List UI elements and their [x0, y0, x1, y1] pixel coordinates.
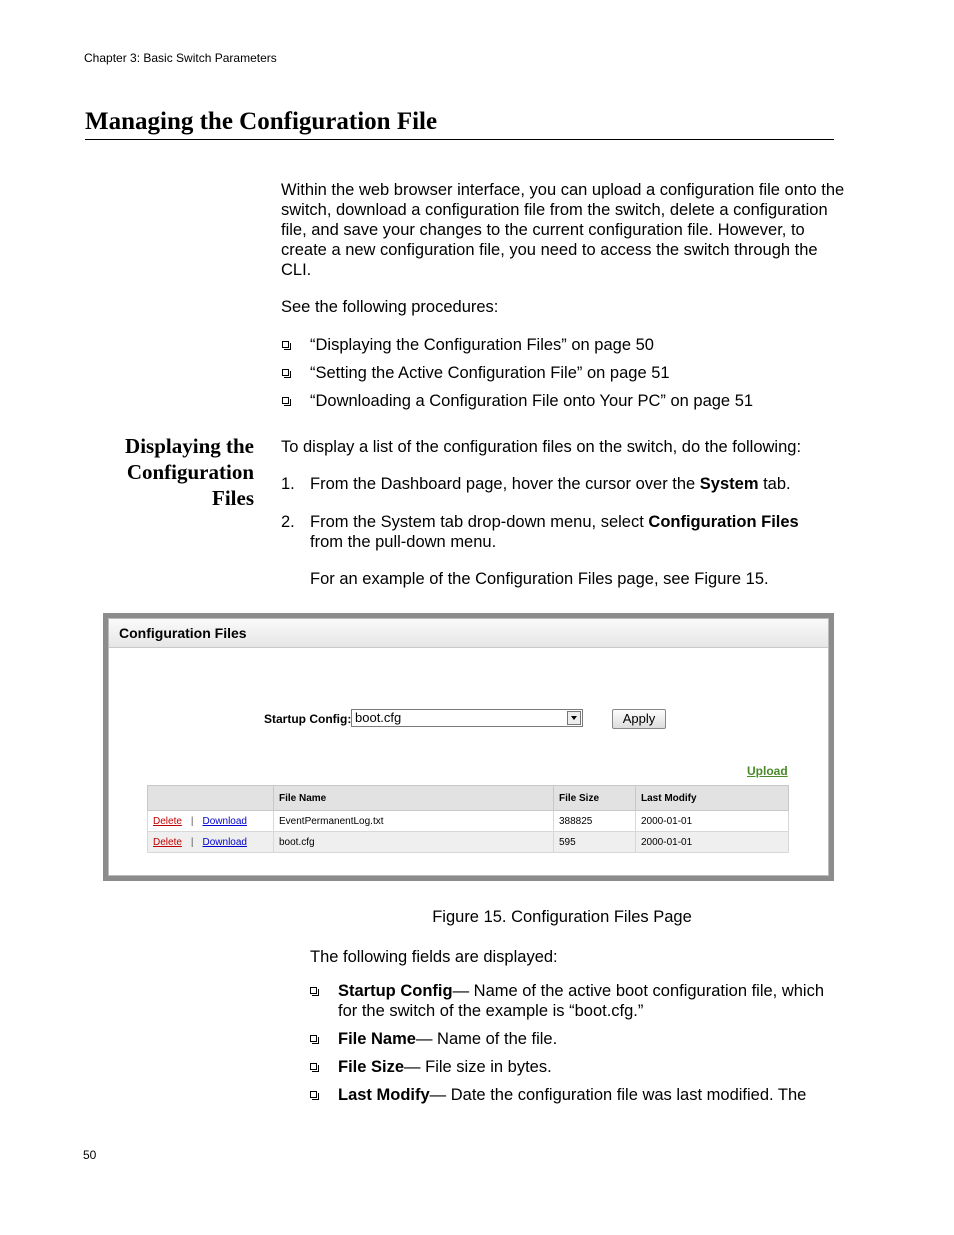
- chapter-header: Chapter 3: Basic Switch Parameters: [84, 51, 277, 65]
- field-name: Startup Config: [338, 982, 453, 1000]
- column-header-file-size: File Size: [554, 786, 636, 811]
- delete-link[interactable]: Delete: [153, 836, 182, 848]
- last-modify-cell: 2000-01-01: [636, 811, 789, 832]
- config-files-panel: [108, 618, 829, 876]
- table-row: [148, 811, 789, 832]
- intro-paragraph: Within the web browser interface, you can upload a configuration file onto the switch, download a configuration file from the switch, delete a configuration file, and save your changes to the current configuration file. However, to create a new configuration file, you need to access the switch through the CLI.: [281, 181, 845, 279]
- step-number: 2.: [281, 513, 295, 531]
- checkbox-bullet-icon: [282, 369, 289, 376]
- checkbox-bullet-icon: [310, 1035, 317, 1042]
- chevron-down-icon[interactable]: [567, 711, 581, 725]
- download-link[interactable]: Download: [202, 815, 247, 827]
- subsection-intro: To display a list of the configuration files on the switch, do the following:: [281, 438, 802, 456]
- config-files-table: [147, 785, 789, 853]
- startup-config-label: Startup Config:: [264, 712, 352, 726]
- field-name: Last Modify: [338, 1086, 430, 1104]
- step-number: 1.: [281, 475, 295, 493]
- row-actions: [148, 832, 274, 853]
- download-link[interactable]: Download: [202, 836, 247, 848]
- action-separator: |: [190, 815, 194, 827]
- field-name: File Name: [338, 1030, 416, 1048]
- table-header-row: [148, 786, 789, 811]
- section-title: Managing the Configuration File: [85, 107, 834, 140]
- file-name-cell: EventPermanentLog.txt: [274, 811, 554, 832]
- subsection-heading: Displaying the Configuration Files: [125, 434, 254, 510]
- column-header-file-name: File Name: [274, 786, 554, 811]
- checkbox-bullet-icon: [310, 1063, 317, 1070]
- example-note: For an example of the Configuration Files page, see Figure 15.: [310, 570, 769, 588]
- delete-link[interactable]: Delete: [153, 815, 182, 827]
- figure-caption: Figure 15. Configuration Files Page: [432, 908, 692, 926]
- apply-button[interactable]: Apply: [612, 709, 666, 729]
- page-number: 50: [83, 1148, 97, 1162]
- checkbox-bullet-icon: [310, 987, 317, 994]
- file-name-cell: boot.cfg: [274, 832, 554, 853]
- step-1: From the Dashboard page, hover the cursor over the System tab.: [310, 475, 791, 493]
- field-name: File Size: [338, 1058, 405, 1076]
- see-following-text: See the following procedures:: [281, 298, 499, 316]
- checkbox-bullet-icon: [310, 1091, 317, 1098]
- checkbox-bullet-icon: [282, 397, 289, 404]
- panel-title: Configuration Files: [109, 619, 828, 648]
- fields-intro: The following fields are displayed:: [310, 948, 558, 966]
- upload-link[interactable]: Upload: [747, 764, 788, 778]
- last-modify-cell: 2000-01-01: [636, 832, 789, 853]
- checkbox-bullet-icon: [282, 341, 289, 348]
- file-size-cell: 388825: [554, 811, 636, 832]
- file-size-cell: 595: [554, 832, 636, 853]
- config-files-screenshot: [103, 613, 834, 881]
- procedure-link: “Displaying the Configuration Files” on page 50: [310, 336, 654, 354]
- row-actions: [148, 811, 274, 832]
- startup-config-select[interactable]: [351, 709, 583, 727]
- column-header-last-modify: Last Modify: [636, 786, 789, 811]
- table-row: [148, 832, 789, 853]
- action-separator: |: [190, 836, 194, 848]
- procedure-link: “Downloading a Configuration File onto Your PC” on page 51: [310, 392, 754, 410]
- step-2: From the System tab drop-down menu, select Configuration Files from the pull-down menu.: [310, 513, 799, 551]
- startup-config-value: boot.cfg: [355, 710, 402, 725]
- column-header-actions: [148, 786, 274, 811]
- procedure-link: “Setting the Active Configuration File” on page 51: [310, 364, 670, 382]
